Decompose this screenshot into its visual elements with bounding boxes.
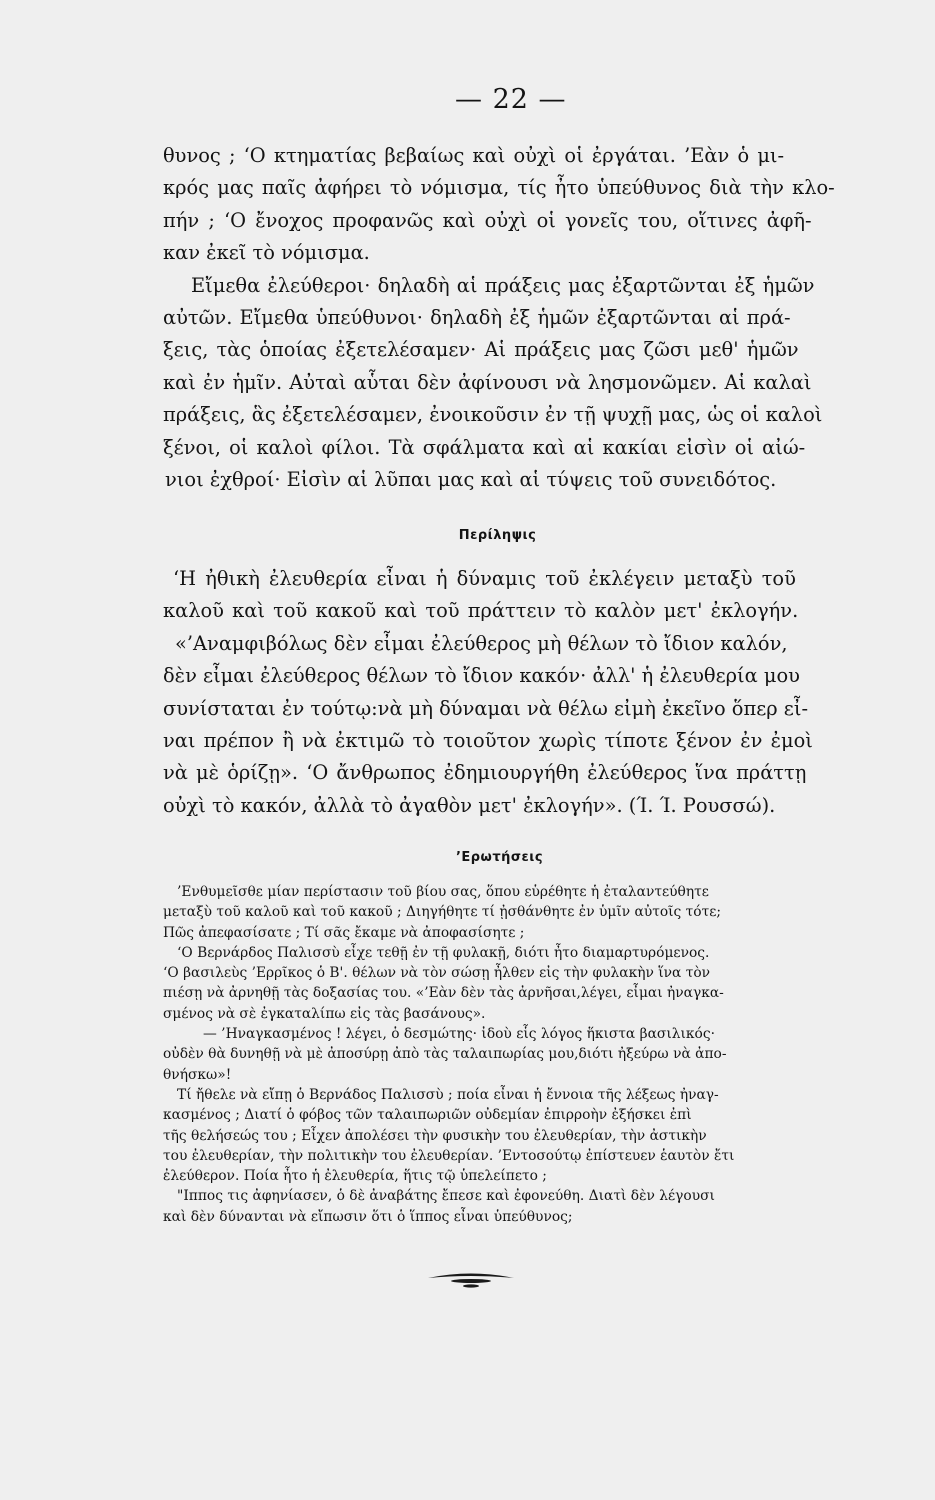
text-line: συνίσταται ἐν τούτῳ:νὰ μὴ δύναμαι νὰ θέλω εἰμὴ ἐκεῖνο ὅπερ εἶ- [163,696,809,720]
text-line: σμένος νὰ σὲ ἐγκαταλίπω εἰς τὰς βασάνους». [163,1005,486,1022]
text-line: μεταξὺ τοῦ καλοῦ καὶ τοῦ κακοῦ ; Διηγήθητε τί ᾐσθάνθητε ἐν ὑμῖν αὐτοῖς τότε; [163,904,722,921]
text-line: οὐδὲν θὰ δυνηθῇ νὰ μὲ ἀποσύρῃ ἀπὸ τὰς ταλαιπωρίας μου,διότι ἠξεύρω νὰ ἀπο- [163,1046,727,1063]
text-line: ‘Ο Βερνάρδος Παλισσὺ εἶχε τεθῇ ἐν τῇ φυλακῇ, διότι ἦτο διαμαρτυρόμενος. [177,944,710,961]
text-line: αὐτῶν. Εἴμεθα ὑπεύθυνοι· δηλαδὴ ἐξ ἡμῶν ἐξαρτῶνται αἱ πρά- [163,305,791,329]
text-line: κρός μας παῖς ἀφήρει τὸ νόμισμα, τίς ἦτο ὑπεύθυνος διὰ τὴν κλο- [163,176,835,200]
main-paragraphs [163,140,851,496]
text-line: οὐχὶ τὸ κακόν, ἀλλὰ τὸ ἀγαθὸν μετ' ἐκλογήν». (Ί. Ί. Ρουσσώ). [163,793,776,817]
text-line: ναι πρέπον ἢ νὰ ἐκτιμῶ τὸ τοιοῦτον χωρὶς τίποτε ξένον ἐν ἐμοὶ [163,728,813,752]
text-line: πράξεις, ἃς ἐξετελέσαμεν, ἐνοικοῦσιν ἐν τῇ ψυχῇ μας, ὡς οἱ καλοὶ [163,403,823,427]
summary-heading: Περίληψις [458,528,537,543]
text-line: ‘Ο βασιλεὺς ’Ερρῖκος ὁ Β'. θέλων νὰ τὸν σώσῃ ἦλθεν εἰς τὴν φυλακὴν ἵνα τὸν [163,965,711,982]
text-line: τῆς θελήσεώς του ; Εἶχεν ἀπολέσει τὴν φυσικὴν του ἐλευθερίαν, τὴν ἀστικὴν [163,1127,707,1144]
text-line: καὶ ἐν ἡμῖν. Αὐταὶ αὗται δὲν ἀφίνουσι νὰ λησμονῶμεν. Αἱ καλαὶ [163,370,812,394]
questions-heading: ’Ερωτήσεις [455,850,544,865]
text-line: ’Ενθυμεῖσθε μίαν περίστασιν τοῦ βίου σας, ὅπου εὑρέθητε ἡ ἐταλαντεύθητε [177,884,709,900]
text-line: Πῶς ἀπεφασίσατε ; Τί σᾶς ἔκαμε νὰ ἀποφασίσητε ; [163,924,525,941]
ornament-divider-icon [426,1268,516,1290]
text-line: Τί ἤθελε νὰ εἴπῃ ὁ Βερνάδος Παλισσὺ ; ποία εἶναι ἡ ἔννοια τῆς λέξεως ἠναγ- [177,1086,719,1103]
text-line: — ’Ηναγκασμένος ! λέγει, ὁ δεσμώτης· ἰδοὺ εἷς λόγος ἥκιστα βασιλικός· [203,1026,715,1043]
text-line: «’Αναμφιβόλως δὲν εἶμαι ἐλεύθερος μὴ θέλων τὸ ἴδιον καλόν, [175,631,788,655]
text-line: δὲν εἶμαι ἐλεύθερος θέλων τὸ ἴδιον κακόν· ἀλλ' ἡ ἐλευθερία μου [163,664,800,688]
questions-text [163,882,851,1227]
text-line: "Ιππος τις ἀφηνίασεν, ὁ δὲ ἀναβάτης ἔπεσε καὶ ἐφονεύθη. Διατὶ δὲν λέγουσι [177,1188,715,1205]
text-line: ξεις, τὰς ὁποίας ἐξετελέσαμεν· Αἱ πράξεις μας ζῶσι μεθ' ἡμῶν [163,338,799,362]
text-line: καν ἐκεῖ τὸ νόμισμα. [163,241,370,265]
text-line: καὶ δὲν δύνανται νὰ εἴπωσιν ὅτι ὁ ἵππος εἶναι ὑπεύθυνος; [163,1208,573,1225]
text-line: πιέσῃ νὰ ἀρνηθῇ τὰς δοξασίας του. «’Εὰν δὲν τὰς ἀρνῆσαι,λέγει, εἶμαι ἠναγκα- [163,985,724,1002]
text-line: νιοι ἐχθροί· Εἰσὶν αἱ λῦπαι μας καὶ αἱ τύψεις τοῦ συνειδότος. [165,467,777,491]
text-line: νὰ μὲ ὁρίζῃ». ‘Ο ἄνθρωπος ἐδημιουργήθη ἐλεύθερος ἵνα πράττῃ [163,761,807,785]
text-line: θυνος ; ‘Ο κτηματίας βεβαίως καὶ οὐχὶ οἱ ἐργάται. ’Εὰν ὁ μι- [163,144,785,167]
text-line: καλοῦ καὶ τοῦ κακοῦ καὶ τοῦ πράττειν τὸ καλὸν μετ' ἐκλογήν. [163,599,799,623]
text-line: κασμένος ; Διατί ὁ φόβος τῶν ταλαιπωριῶν οὐδεμίαν ἐπιρροὴν ἐξήσκει ἐπὶ [163,1107,692,1124]
summary-paragraphs [163,563,851,822]
text-line: θνήσκω»! [163,1066,232,1083]
page-number: — 22 — [455,84,567,115]
text-line: ξένοι, οἱ καλοὶ φίλοι. Τὰ σφάλματα καὶ αἱ κακίαι εἰσὶν οἱ αἰώ- [163,435,806,459]
text-line: του ἐλευθερίαν, τὴν πολιτικὴν του ἐλευθερίαν. ’Εντοσούτῳ ἐπίστευεν ἑαυτὸν ἔτι [163,1147,735,1164]
text-line: ‘Η ἠθικὴ ἐλευθερία εἶναι ἡ δύναμις τοῦ ἐκλέγειν μεταξὺ τοῦ [173,567,796,590]
text-line: Εἴμεθα ἐλεύθεροι· δηλαδὴ αἱ πράξεις μας ἐξαρτῶνται ἐξ ἡμῶν [191,273,815,297]
text-line: ἐλεύθερον. Ποία ἦτο ἡ ἐλευθερία, ἥτις τῷ ὑπελείπετο ; [163,1168,547,1185]
text-line: πήν ; ‘Ο ἔνοχος προφανῶς καὶ οὐχὶ οἱ γονεῖς του, οἵτινες ἀφῆ- [163,208,812,232]
